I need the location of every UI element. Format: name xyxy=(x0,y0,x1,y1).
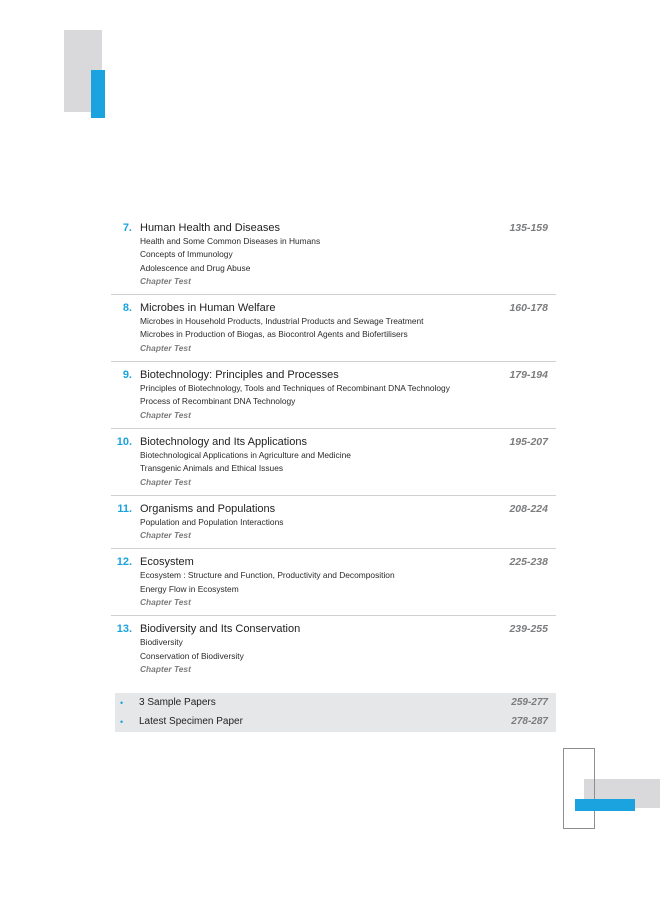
toc-entry-11[interactable] xyxy=(111,496,556,550)
chapter-topic: Conservation of Biodiversity xyxy=(140,650,244,661)
chapter-title: Microbes in Human Welfare xyxy=(140,302,276,315)
chapter-topic: Biodiversity xyxy=(140,637,183,648)
chapter-title: Biotechnology and Its Applications xyxy=(140,435,307,448)
chapter-number: 12. xyxy=(116,556,132,569)
chapter-number: 8. xyxy=(122,302,132,315)
chapter-title: Biotechnology: Principles and Processes xyxy=(140,369,339,382)
extras-item-specimen-paper[interactable] xyxy=(115,712,556,731)
chapter-number: 10. xyxy=(116,435,132,448)
chapter-pages: 208-224 xyxy=(509,502,548,515)
chapter-title: Ecosystem xyxy=(140,556,194,569)
chapter-pages: 225-238 xyxy=(509,556,548,569)
corner-decoration-blue-bar xyxy=(91,70,105,118)
chapter-topic: Biotechnological Applications in Agriculture and Medicine xyxy=(140,449,351,460)
chapter-test-label: Chapter Test xyxy=(140,476,191,487)
bullet-icon: • xyxy=(120,698,124,708)
extras-pages: 278-287 xyxy=(511,716,548,727)
chapter-topic: Transgenic Animals and Ethical Issues xyxy=(140,463,284,474)
extras-title: Latest Specimen Paper xyxy=(139,716,243,727)
toc-entry-13[interactable] xyxy=(111,616,556,682)
toc-entry-8[interactable] xyxy=(111,295,556,362)
extras-pages: 259-277 xyxy=(511,697,548,708)
chapter-number: 7. xyxy=(122,222,132,234)
chapter-test-label: Chapter Test xyxy=(140,530,191,541)
chapter-test-label: Chapter Test xyxy=(140,342,191,353)
chapter-topic: Principles of Biotechnology, Tools and Techniques of Recombinant DNA Technology xyxy=(140,383,450,394)
chapter-pages: 195-207 xyxy=(509,435,548,448)
chapter-topic: Process of Recombinant DNA Technology xyxy=(140,396,296,407)
chapter-test-label: Chapter Test xyxy=(140,663,191,674)
chapter-topic: Concepts of Immunology xyxy=(140,249,233,260)
extras-title: 3 Sample Papers xyxy=(139,697,216,708)
corner-decoration-blue-bar xyxy=(575,799,635,811)
chapter-number: 9. xyxy=(122,369,132,382)
chapter-title: Biodiversity and Its Conservation xyxy=(140,623,301,636)
chapter-number: 11. xyxy=(117,502,132,515)
chapter-test-label: Chapter Test xyxy=(140,275,191,286)
extras-item-sample-papers[interactable] xyxy=(115,693,556,712)
bullet-icon: • xyxy=(120,717,124,727)
toc-entry-7[interactable] xyxy=(111,215,556,295)
chapter-pages: 135-159 xyxy=(509,222,548,234)
chapter-topic: Population and Population Interactions xyxy=(140,516,284,527)
chapter-title: Organisms and Populations xyxy=(140,502,276,515)
table-of-contents xyxy=(111,215,556,682)
chapter-pages: 239-255 xyxy=(509,623,548,636)
chapter-pages: 160-178 xyxy=(509,302,548,315)
toc-entry-12[interactable] xyxy=(111,549,556,616)
chapter-topic: Microbes in Production of Biogas, as Biocontrol Agents and Biofertilisers xyxy=(140,329,408,340)
toc-entry-9[interactable] xyxy=(111,362,556,429)
chapter-topic: Microbes in Household Products, Industrial Products and Sewage Treatment xyxy=(140,316,424,327)
chapter-topic: Ecosystem : Structure and Function, Productivity and Decomposition xyxy=(140,570,395,581)
toc-entry-10[interactable] xyxy=(111,429,556,496)
chapter-test-label: Chapter Test xyxy=(140,597,191,608)
chapter-pages: 179-194 xyxy=(509,369,548,382)
chapter-title: Human Health and Diseases xyxy=(140,222,281,234)
chapter-topic: Health and Some Common Diseases in Humans xyxy=(140,236,321,246)
chapter-topic: Adolescence and Drug Abuse xyxy=(140,262,251,273)
chapter-topic: Energy Flow in Ecosystem xyxy=(140,583,239,594)
extras-box xyxy=(115,693,556,732)
chapter-number: 13. xyxy=(116,623,132,636)
corner-decoration-outline-box xyxy=(563,748,595,829)
chapter-test-label: Chapter Test xyxy=(140,409,191,420)
